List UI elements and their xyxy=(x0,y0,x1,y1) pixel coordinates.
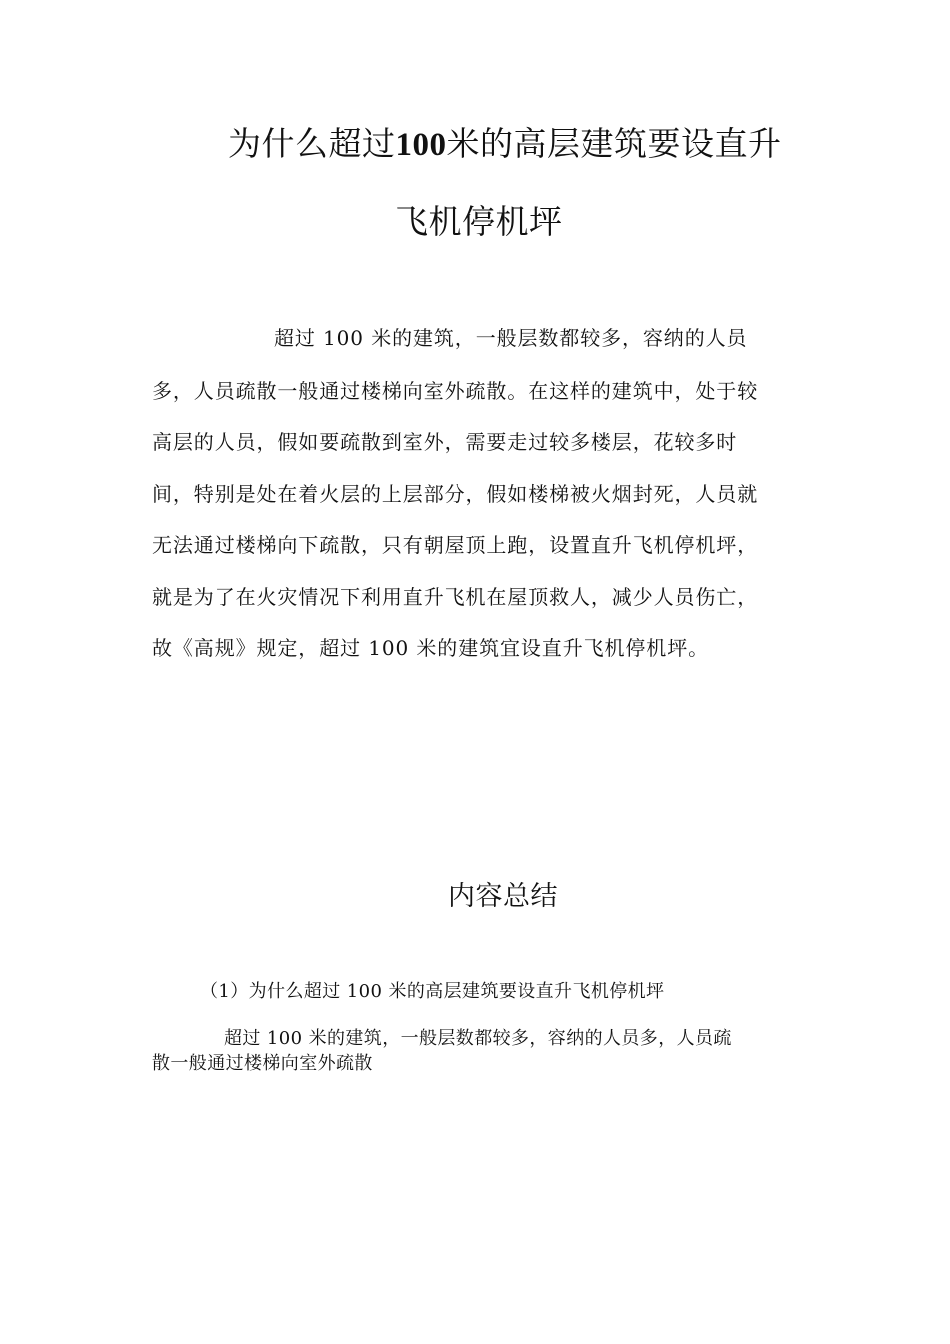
document-title-line-2: 飞机停机坪 xyxy=(395,202,563,241)
summary-line: 超过 100 米的建筑，一般层数都较多，容纳的人员多，人员疏 xyxy=(224,1028,732,1049)
paragraph-line: 高层的人员，假如要疏散到室外，需要走过较多楼层，花较多时 xyxy=(152,430,738,454)
title-number: 100 xyxy=(395,127,447,163)
summary-heading: 内容总结 xyxy=(448,881,558,912)
paragraph-line: 无法通过楼梯向下疏散，只有朝屋顶上跑，设置直升飞机停机坪， xyxy=(152,533,759,557)
paragraph-line: 故《高规》规定，超过 100 米的建筑宜设直升飞机停机坪。 xyxy=(152,636,709,660)
paragraph-line: 超过 100 米的建筑，一般层数都较多，容纳的人员 xyxy=(274,326,748,350)
paragraph-line: 就是为了在火灾情况下利用直升飞机在屋顶救人，减少人员伤亡， xyxy=(152,585,759,609)
paragraph-line: 多，人员疏散一般通过楼梯向室外疏散。在这样的建筑中，处于较 xyxy=(152,379,759,403)
title-text-after-number: 米的高层建筑要设直升 xyxy=(446,124,782,163)
summary-item-title: （1）为什么超过 100 米的高层建筑要设直升飞机停机坪 xyxy=(200,981,665,1002)
title-text-before-number: 为什么超过 xyxy=(228,124,396,163)
paragraph-line: 间，特别是处在着火层的上层部分，假如楼梯被火烟封死，人员就 xyxy=(152,482,759,506)
summary-line: 散一般通过楼梯向室外疏散 xyxy=(152,1053,373,1074)
document-title-line-1 xyxy=(228,124,782,165)
